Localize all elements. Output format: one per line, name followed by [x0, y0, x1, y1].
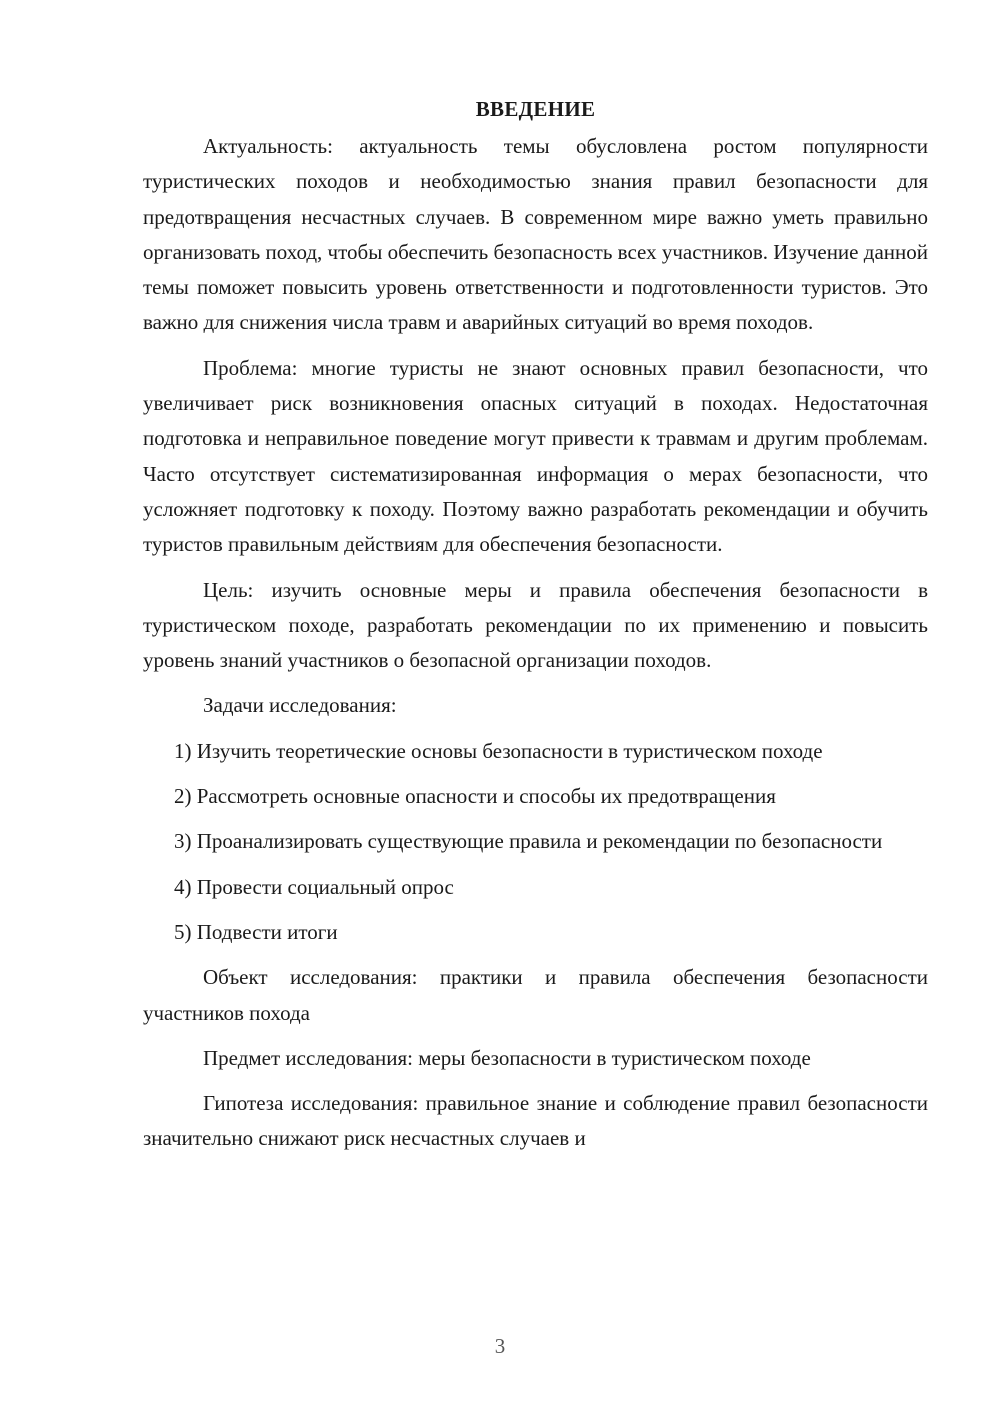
- list-item: 2) Рассмотреть основные опасности и способы их предотвращения: [174, 784, 776, 809]
- paragraph-tasks-heading: Задачи исследования:: [203, 693, 397, 718]
- paragraph-relevance: Актуальность: актуальность темы обусловлена ростом популярности туристических походов и необходимостью знания правил безопасности для предотвращения несчастных случаев. В современном мире важно уметь правильно организовать поход, чтобы обеспечить безопасность всех участников. Изучение данной темы поможет повысить уровень ответственности и подготовленности туристов. Это важно для снижения числа травм и аварийных ситуаций во время походов.: [143, 134, 928, 335]
- paragraph-subject: Предмет исследования: меры безопасности в туристическом походе: [203, 1045, 811, 1070]
- document-page: [143, 92, 928, 1157]
- paragraph-object: Объект исследования: практики и правила обеспечения безопасности участников похода: [143, 965, 928, 1025]
- paragraph-problem: Проблема: многие туристы не знают основных правил безопасности, что увеличивает риск возникновения опасных ситуаций в походах. Недостаточная подготовка и неправильное поведение могут привести к травмам и другим проблемам. Часто отсутствует систематизированная информация о мерах безопасности, что усложняет подготовку к походу. Поэтому важно разработать рекомендации и обучить туристов правильным действиям для обеспечения безопасности.: [143, 355, 928, 557]
- tasks-list: [143, 734, 928, 950]
- section-title: ВВЕДЕНИЕ: [475, 97, 596, 121]
- page-number: 3: [494, 1334, 506, 1358]
- paragraph-hypothesis: Гипотеза исследования: правильное знание и соблюдение правил безопасности значительно снижают риск несчастных случаев и: [143, 1091, 928, 1151]
- list-item: 4) Провести социальный опрос: [174, 874, 454, 899]
- list-item: 3) Проанализировать существующие правила и рекомендации по безопасности: [174, 829, 883, 854]
- list-item: 1) Изучить теоретические основы безопасности в туристическом походе: [174, 738, 823, 763]
- paragraph-goal: Цель: изучить основные меры и правила обеспечения безопасности в туристическом походе, разработать рекомендации по их применению и повысить уровень знаний участников о безопасной организации походов.: [143, 577, 928, 673]
- list-item: 5) Подвести итоги: [174, 919, 338, 944]
